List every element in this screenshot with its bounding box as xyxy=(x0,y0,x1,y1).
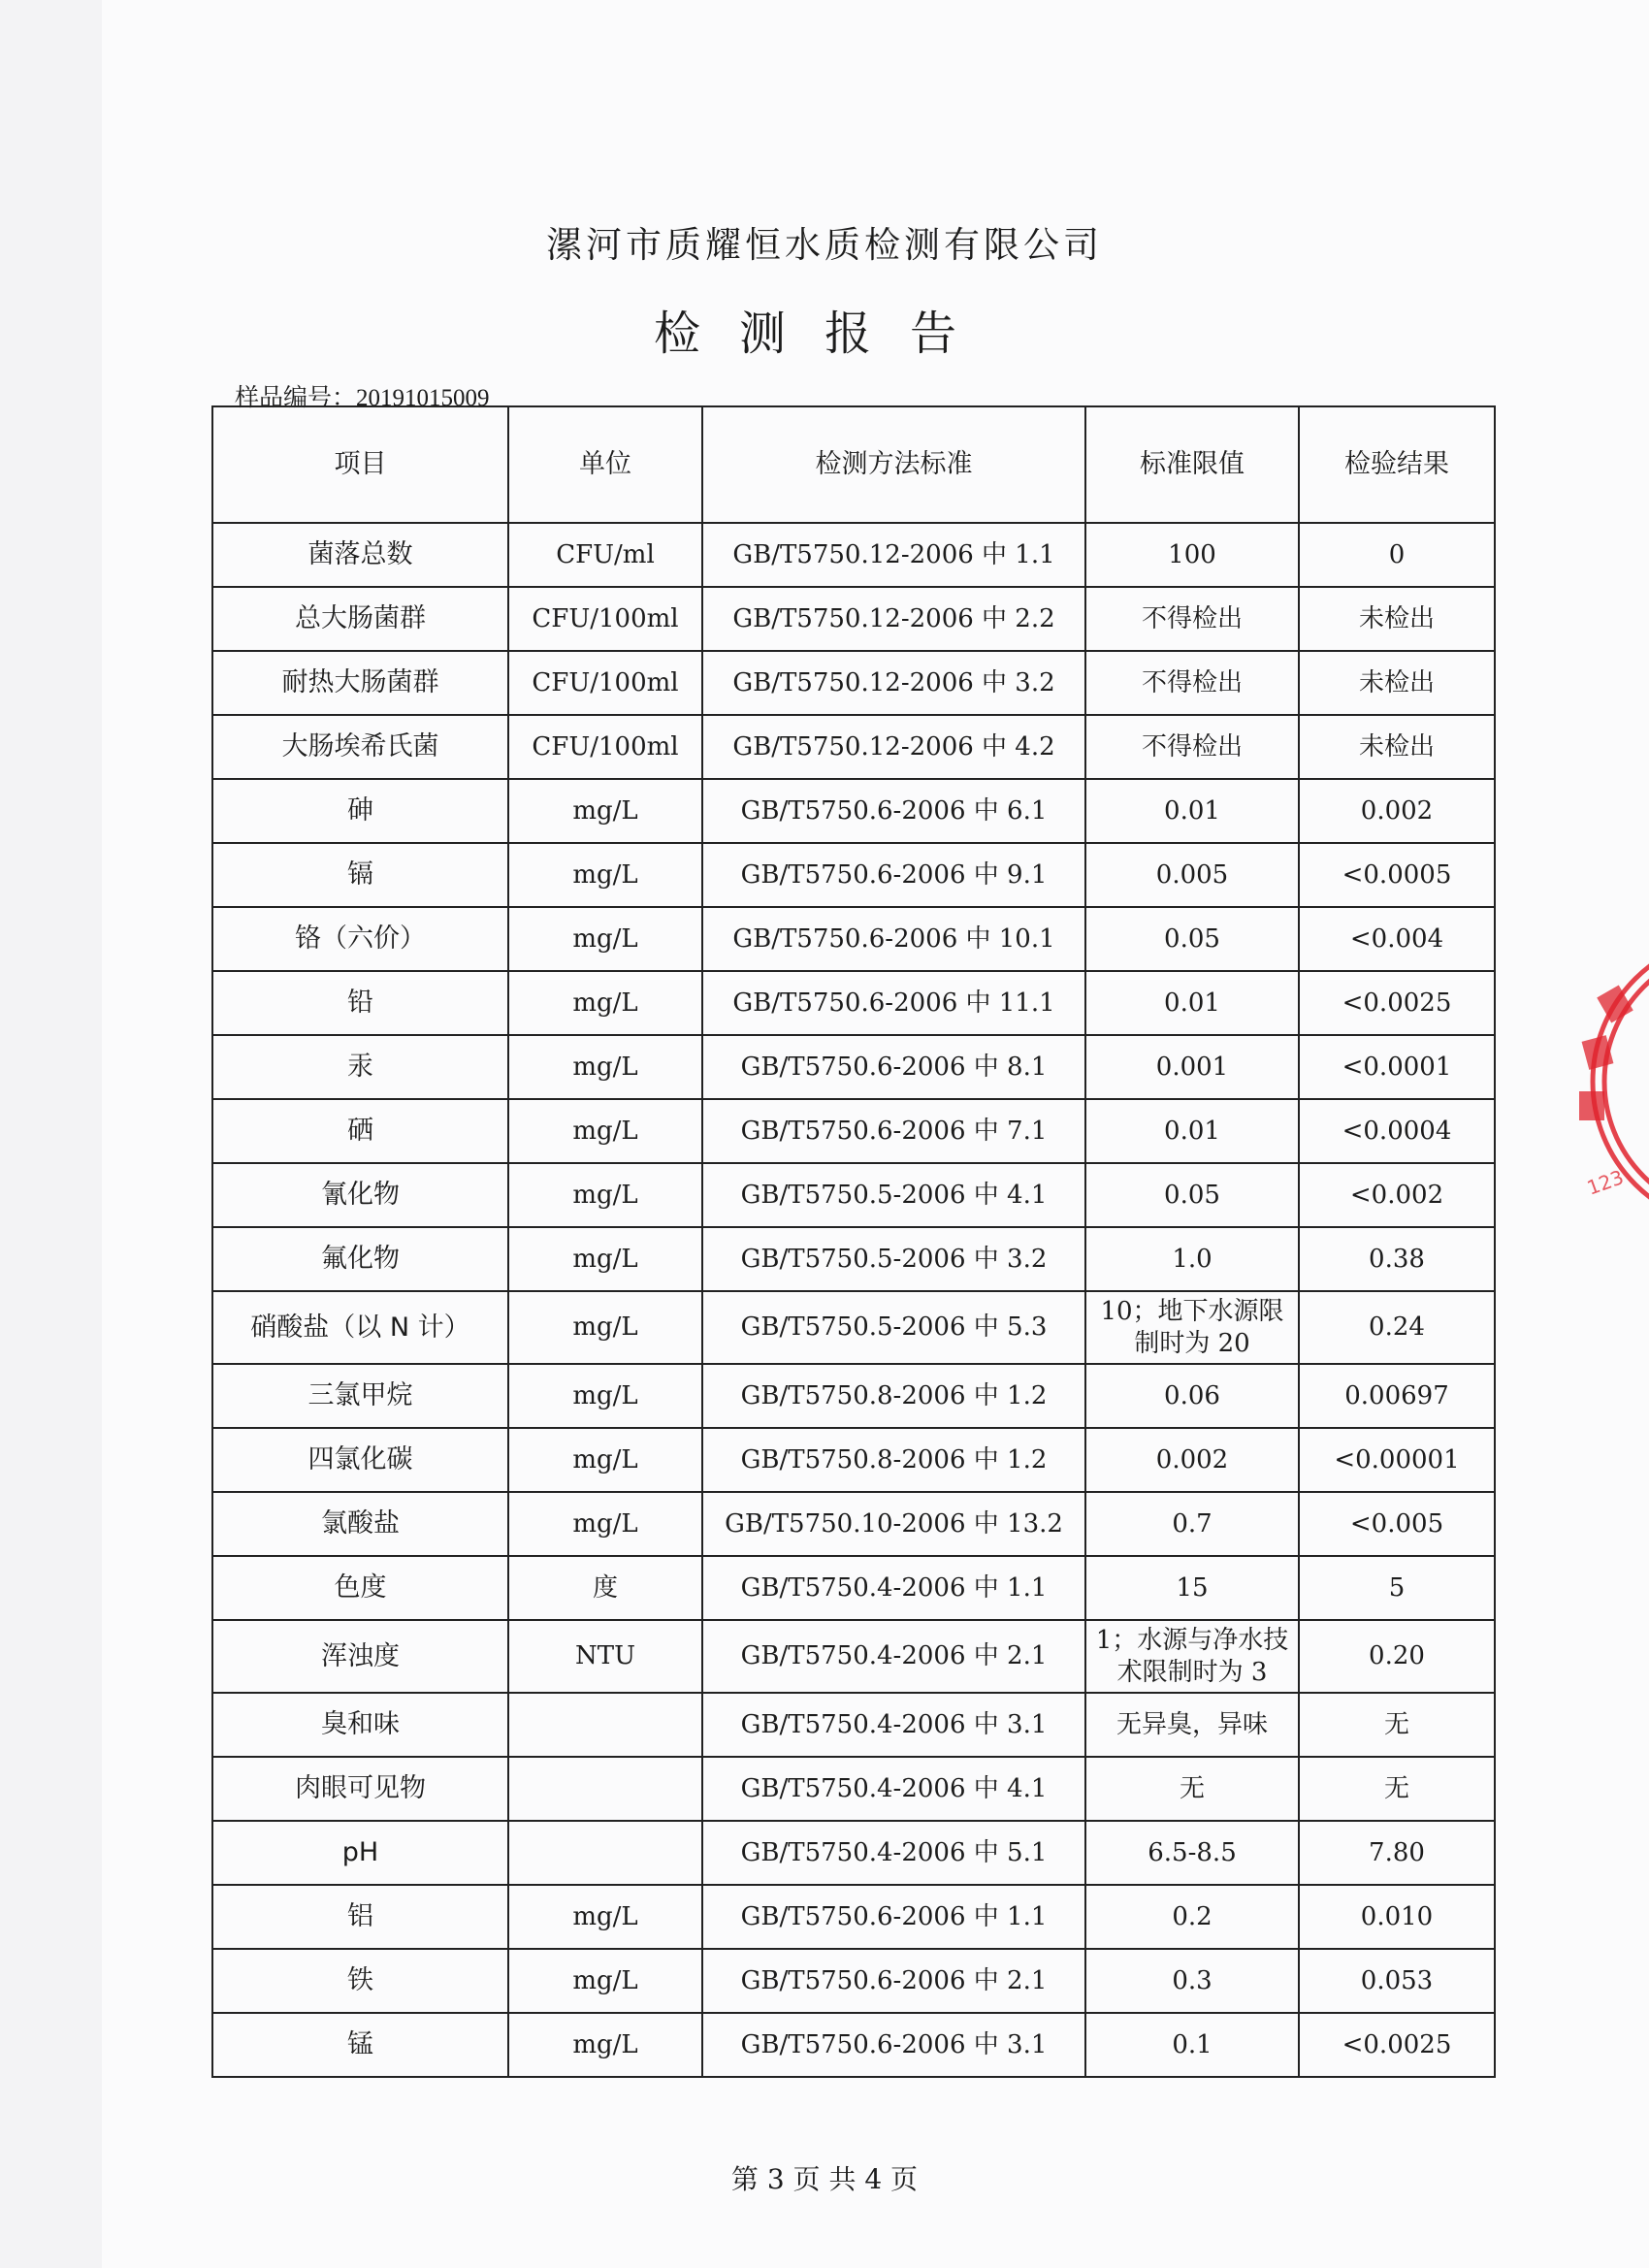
cell-result: <0.0025 xyxy=(1299,2013,1495,2077)
cell-result: 0.00697 xyxy=(1299,1364,1495,1428)
cell-limit: 0.7 xyxy=(1085,1492,1299,1556)
cell-item: 耐热大肠菌群 xyxy=(212,651,508,715)
cell-method: GB/T5750.6-2006 中 1.1 xyxy=(702,1885,1085,1949)
cell-result: 无 xyxy=(1299,1757,1495,1821)
cell-item: 浑浊度 xyxy=(212,1620,508,1693)
cell-limit: 1；水源与净水技术限制时为 3 xyxy=(1085,1620,1299,1693)
cell-result: 0.053 xyxy=(1299,1949,1495,2013)
cell-result: 0 xyxy=(1299,523,1495,587)
table-row xyxy=(212,1620,1495,1693)
cell-unit: mg/L xyxy=(508,1035,702,1099)
cell-unit: mg/L xyxy=(508,1227,702,1291)
cell-method: GB/T5750.4-2006 中 4.1 xyxy=(702,1757,1085,1821)
table-row xyxy=(212,2013,1495,2077)
table-row xyxy=(212,779,1495,843)
cell-limit: 无异臭，异味 xyxy=(1085,1693,1299,1757)
cell-unit: mg/L xyxy=(508,1291,702,1364)
cell-unit: mg/L xyxy=(508,971,702,1035)
cell-item: 四氯化碳 xyxy=(212,1428,508,1492)
cell-method: GB/T5750.6-2006 中 11.1 xyxy=(702,971,1085,1035)
cell-result: 未检出 xyxy=(1299,651,1495,715)
table-row xyxy=(212,1099,1495,1163)
cell-method: GB/T5750.6-2006 中 8.1 xyxy=(702,1035,1085,1099)
cell-limit: 6.5-8.5 xyxy=(1085,1821,1299,1885)
table-row xyxy=(212,1428,1495,1492)
sample-number-label: 样品编号： xyxy=(235,385,357,411)
cell-method: GB/T5750.8-2006 中 1.2 xyxy=(702,1428,1085,1492)
cell-unit xyxy=(508,1821,702,1885)
cell-limit: 100 xyxy=(1085,523,1299,587)
report-title: 检测报告 xyxy=(653,307,995,361)
cell-result: <0.004 xyxy=(1299,907,1495,971)
cell-result: 7.80 xyxy=(1299,1821,1495,1885)
cell-result: <0.002 xyxy=(1299,1163,1495,1227)
cell-method: GB/T5750.12-2006 中 3.2 xyxy=(702,651,1085,715)
cell-item: 铝 xyxy=(212,1885,508,1949)
cell-item: 铁 xyxy=(212,1949,508,2013)
cell-unit: CFU/100ml xyxy=(508,715,702,779)
cell-item: 氰化物 xyxy=(212,1163,508,1227)
cell-unit: mg/L xyxy=(508,1949,702,2013)
table-row xyxy=(212,1227,1495,1291)
cell-unit: mg/L xyxy=(508,1364,702,1428)
cell-result: 5 xyxy=(1299,1556,1495,1620)
cell-method: GB/T5750.4-2006 中 1.1 xyxy=(702,1556,1085,1620)
table-row xyxy=(212,1556,1495,1620)
cell-result: 0.20 xyxy=(1299,1620,1495,1693)
cell-item: 汞 xyxy=(212,1035,508,1099)
cell-limit: 10；地下水源限制时为 20 xyxy=(1085,1291,1299,1364)
cell-limit: 0.001 xyxy=(1085,1035,1299,1099)
cell-item: 臭和味 xyxy=(212,1693,508,1757)
cell-limit: 1.0 xyxy=(1085,1227,1299,1291)
cell-result: 0.010 xyxy=(1299,1885,1495,1949)
seal-stamp xyxy=(1564,936,1649,1227)
table-row xyxy=(212,1291,1495,1364)
cell-unit xyxy=(508,1693,702,1757)
cell-method: GB/T5750.5-2006 中 4.1 xyxy=(702,1163,1085,1227)
cell-limit: 不得检出 xyxy=(1085,715,1299,779)
table-row xyxy=(212,1757,1495,1821)
cell-unit: mg/L xyxy=(508,1428,702,1492)
cell-item: 肉眼可见物 xyxy=(212,1757,508,1821)
cell-unit: CFU/100ml xyxy=(508,651,702,715)
cell-method: GB/T5750.5-2006 中 5.3 xyxy=(702,1291,1085,1364)
cell-result: <0.0005 xyxy=(1299,843,1495,907)
cell-unit: mg/L xyxy=(508,1099,702,1163)
cell-method: GB/T5750.6-2006 中 6.1 xyxy=(702,779,1085,843)
table-row xyxy=(212,971,1495,1035)
column-header-unit: 单位 xyxy=(508,406,702,523)
cell-item: 砷 xyxy=(212,779,508,843)
table-row xyxy=(212,1949,1495,2013)
cell-item: pH xyxy=(212,1821,508,1885)
cell-limit: 0.05 xyxy=(1085,1163,1299,1227)
cell-unit: mg/L xyxy=(508,1885,702,1949)
table-row xyxy=(212,843,1495,907)
cell-limit: 15 xyxy=(1085,1556,1299,1620)
table-row xyxy=(212,1364,1495,1428)
cell-limit: 0.01 xyxy=(1085,779,1299,843)
table-row xyxy=(212,715,1495,779)
cell-method: GB/T5750.4-2006 中 2.1 xyxy=(702,1620,1085,1693)
cell-item: 氟化物 xyxy=(212,1227,508,1291)
cell-item: 硝酸盐（以 N 计） xyxy=(212,1291,508,1364)
cell-unit: mg/L xyxy=(508,907,702,971)
cell-result: 未检出 xyxy=(1299,715,1495,779)
cell-method: GB/T5750.12-2006 中 2.2 xyxy=(702,587,1085,651)
cell-method: GB/T5750.10-2006 中 13.2 xyxy=(702,1492,1085,1556)
cell-limit: 0.3 xyxy=(1085,1949,1299,2013)
cell-unit: mg/L xyxy=(508,2013,702,2077)
cell-method: GB/T5750.6-2006 中 10.1 xyxy=(702,907,1085,971)
cell-limit: 0.005 xyxy=(1085,843,1299,907)
table-row xyxy=(212,1163,1495,1227)
column-header-method: 检测方法标准 xyxy=(702,406,1085,523)
cell-result: 0.002 xyxy=(1299,779,1495,843)
cell-result: 0.38 xyxy=(1299,1227,1495,1291)
cell-limit: 0.06 xyxy=(1085,1364,1299,1428)
table-row xyxy=(212,1693,1495,1757)
cell-item: 锰 xyxy=(212,2013,508,2077)
svg-text:123: 123 xyxy=(1583,1165,1627,1200)
cell-method: GB/T5750.4-2006 中 3.1 xyxy=(702,1693,1085,1757)
cell-result: 无 xyxy=(1299,1693,1495,1757)
cell-result: 未检出 xyxy=(1299,587,1495,651)
cell-method: GB/T5750.6-2006 中 9.1 xyxy=(702,843,1085,907)
page-footer: 第 3 页 共 4 页 xyxy=(730,2163,919,2195)
cell-limit: 无 xyxy=(1085,1757,1299,1821)
cell-unit: CFU/100ml xyxy=(508,587,702,651)
cell-item: 菌落总数 xyxy=(212,523,508,587)
cell-result: <0.0001 xyxy=(1299,1035,1495,1099)
table-row xyxy=(212,523,1495,587)
cell-unit xyxy=(508,1757,702,1821)
cell-item: 大肠埃希氏菌 xyxy=(212,715,508,779)
cell-result: <0.00001 xyxy=(1299,1428,1495,1492)
cell-limit: 不得检出 xyxy=(1085,651,1299,715)
table-row xyxy=(212,1035,1495,1099)
cell-limit: 0.2 xyxy=(1085,1885,1299,1949)
table-row xyxy=(212,651,1495,715)
table-row xyxy=(212,1492,1495,1556)
cell-result: 0.24 xyxy=(1299,1291,1495,1364)
cell-method: GB/T5750.6-2006 中 2.1 xyxy=(702,1949,1085,2013)
cell-method: GB/T5750.12-2006 中 4.2 xyxy=(702,715,1085,779)
cell-unit: mg/L xyxy=(508,843,702,907)
cell-unit: mg/L xyxy=(508,1163,702,1227)
cell-method: GB/T5750.8-2006 中 1.2 xyxy=(702,1364,1085,1428)
cell-item: 三氯甲烷 xyxy=(212,1364,508,1428)
cell-method: GB/T5750.4-2006 中 5.1 xyxy=(702,1821,1085,1885)
cell-method: GB/T5750.12-2006 中 1.1 xyxy=(702,523,1085,587)
cell-unit: mg/L xyxy=(508,779,702,843)
cell-result: <0.0025 xyxy=(1299,971,1495,1035)
cell-item: 总大肠菌群 xyxy=(212,587,508,651)
cell-item: 铅 xyxy=(212,971,508,1035)
cell-unit: CFU/ml xyxy=(508,523,702,587)
table-row xyxy=(212,1821,1495,1885)
test-results-table xyxy=(211,405,1496,2078)
cell-item: 氯酸盐 xyxy=(212,1492,508,1556)
company-name: 漯河市质耀恒水质检测有限公司 xyxy=(546,224,1103,266)
table-header-row xyxy=(212,406,1495,523)
cell-limit: 0.01 xyxy=(1085,1099,1299,1163)
cell-item: 镉 xyxy=(212,843,508,907)
cell-method: GB/T5750.6-2006 中 7.1 xyxy=(702,1099,1085,1163)
table-row xyxy=(212,907,1495,971)
table-row xyxy=(212,587,1495,651)
cell-method: GB/T5750.6-2006 中 3.1 xyxy=(702,2013,1085,2077)
cell-item: 铬（六价） xyxy=(212,907,508,971)
column-header-limit: 标准限值 xyxy=(1085,406,1299,523)
cell-limit: 0.002 xyxy=(1085,1428,1299,1492)
table-row xyxy=(212,1885,1495,1949)
cell-item: 色度 xyxy=(212,1556,508,1620)
cell-limit: 不得检出 xyxy=(1085,587,1299,651)
cell-method: GB/T5750.5-2006 中 3.2 xyxy=(702,1227,1085,1291)
cell-unit: NTU xyxy=(508,1620,702,1693)
column-header-result: 检验结果 xyxy=(1299,406,1495,523)
cell-result: <0.005 xyxy=(1299,1492,1495,1556)
cell-unit: mg/L xyxy=(508,1492,702,1556)
cell-limit: 0.05 xyxy=(1085,907,1299,971)
cell-item: 硒 xyxy=(212,1099,508,1163)
cell-limit: 0.01 xyxy=(1085,971,1299,1035)
cell-limit: 0.1 xyxy=(1085,2013,1299,2077)
cell-unit: 度 xyxy=(508,1556,702,1620)
cell-result: <0.0004 xyxy=(1299,1099,1495,1163)
sample-number-value: 20191015009 xyxy=(356,385,490,411)
column-header-item: 项目 xyxy=(212,406,508,523)
